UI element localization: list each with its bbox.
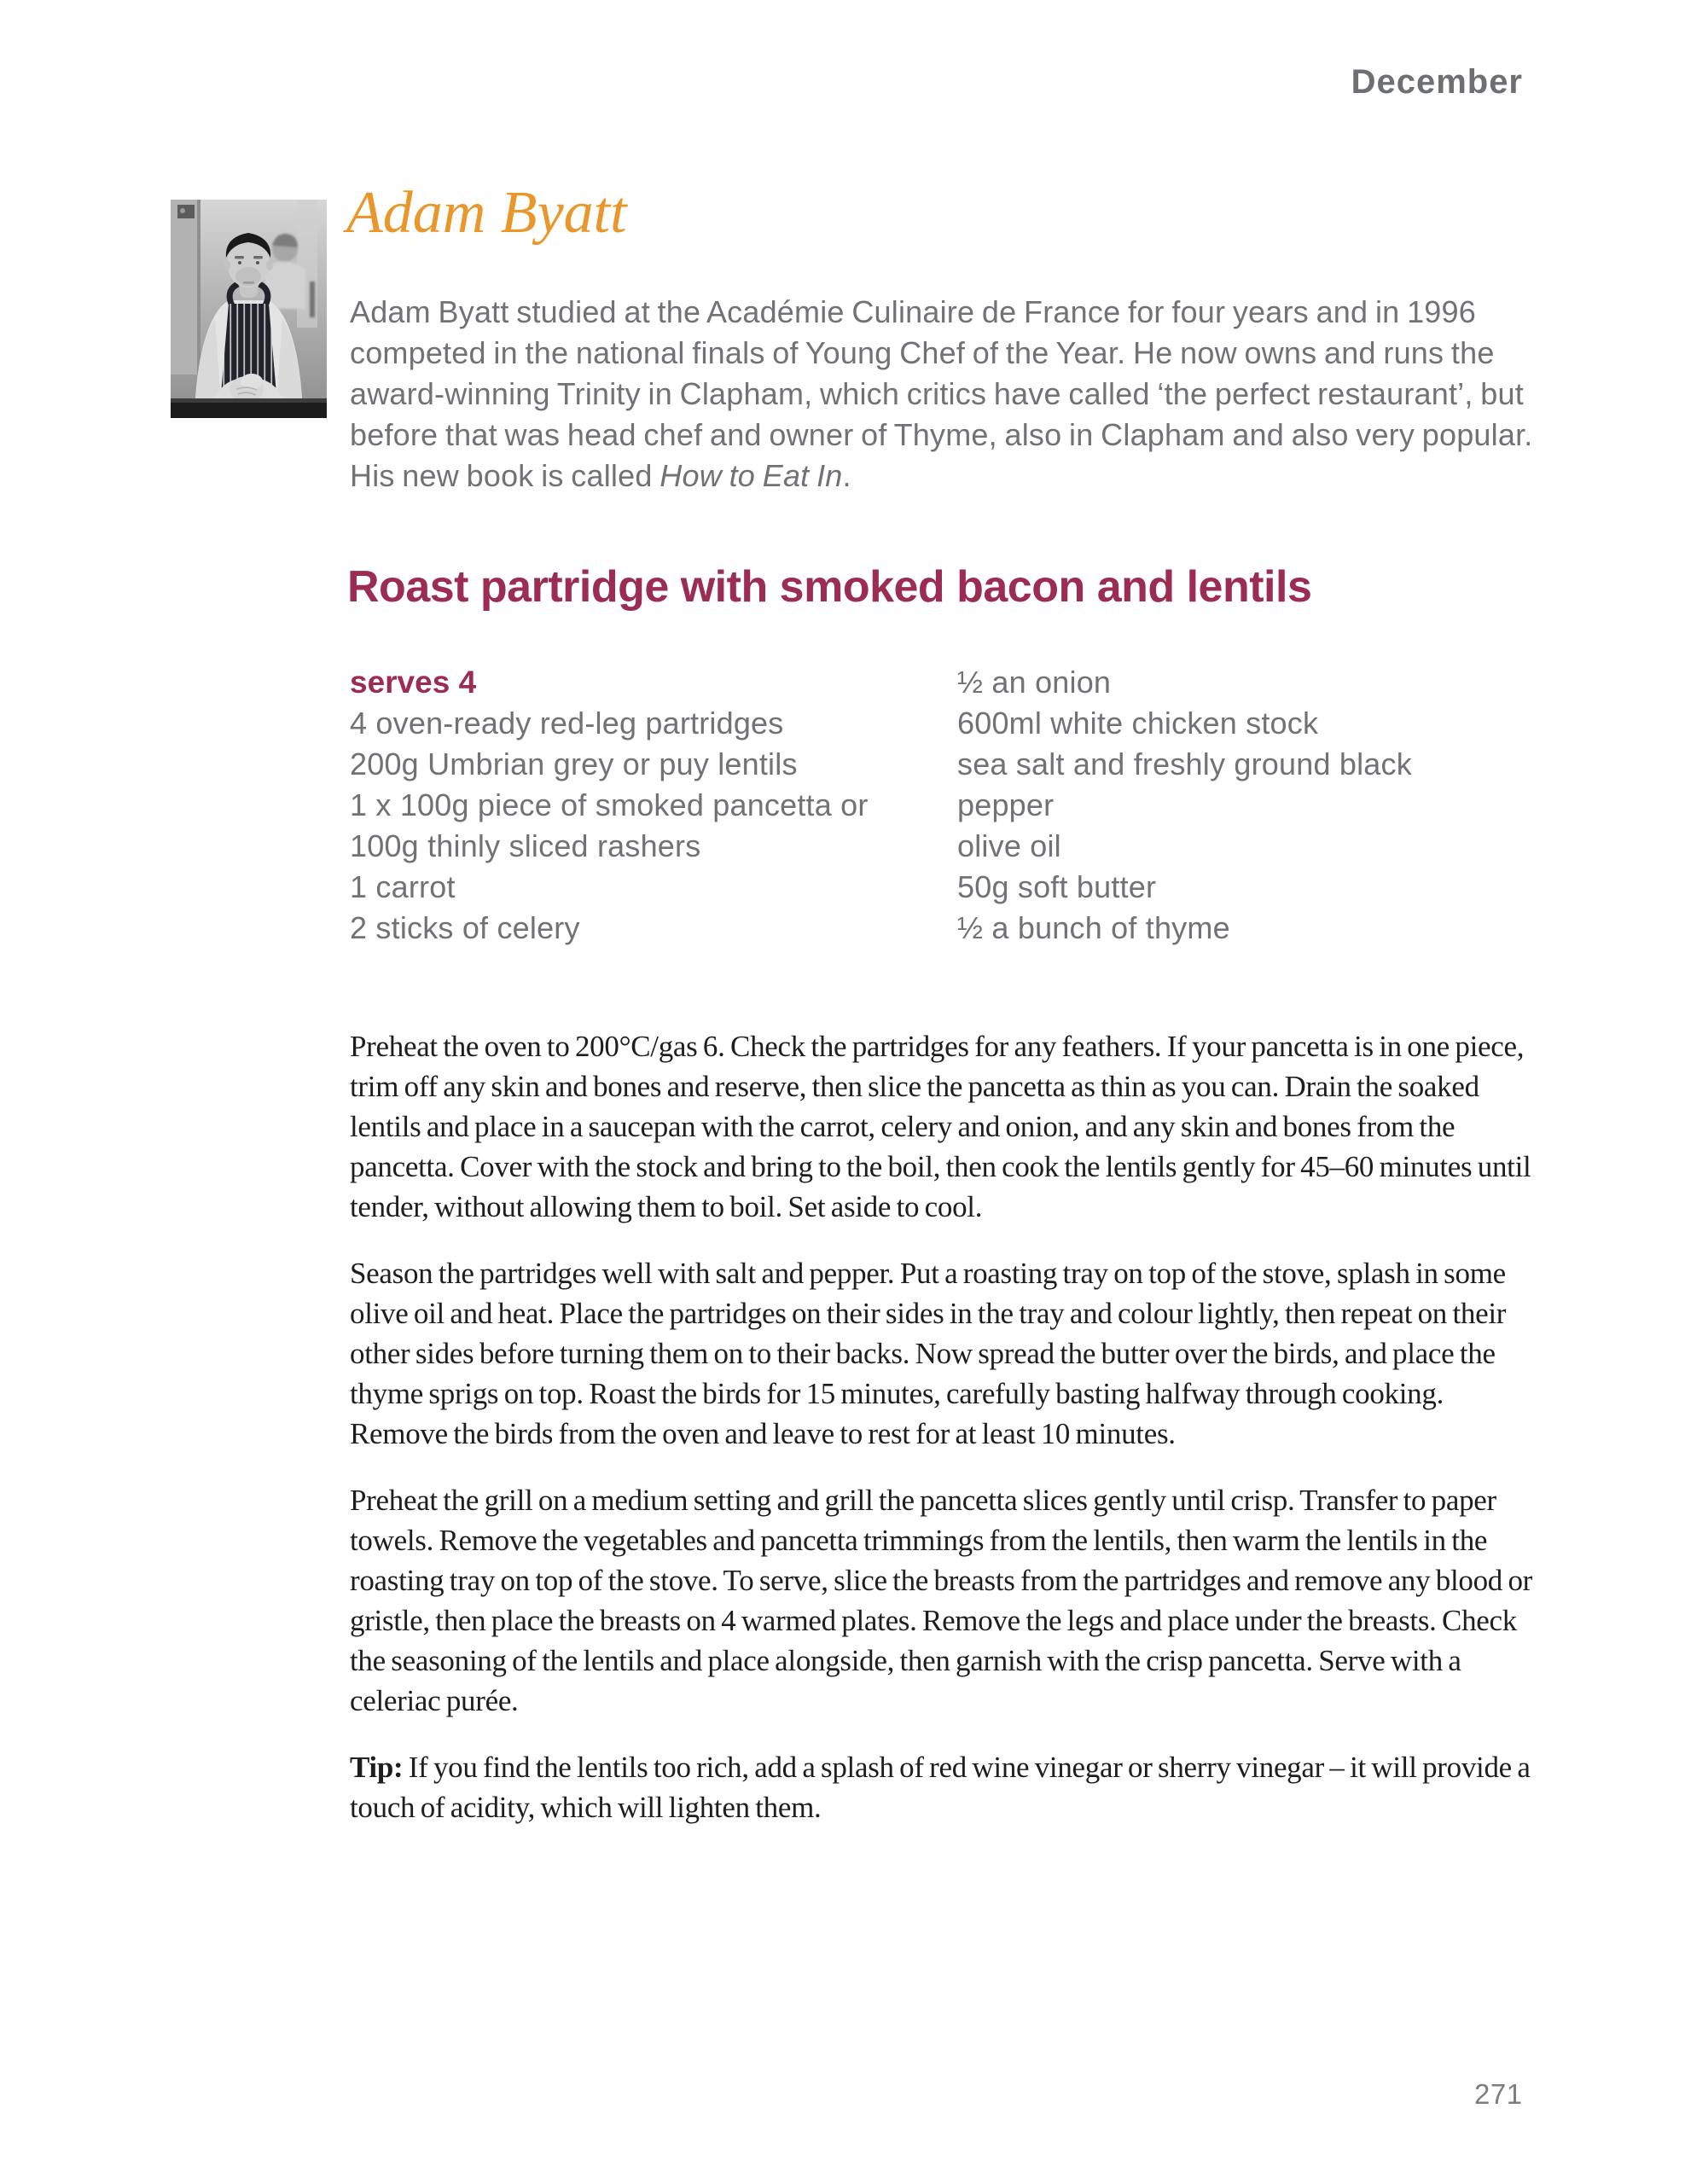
ingredients-section	[350, 662, 1536, 949]
ingredient-line: 1 carrot	[350, 869, 456, 904]
ingredient-line: ½ a bunch of thyme	[957, 910, 1230, 945]
ingredient-line: olive oil	[957, 828, 1061, 863]
wall-fixture	[177, 205, 195, 218]
ingredient-line: pepper	[957, 787, 1055, 822]
ingredient-line: 50g soft butter	[957, 869, 1157, 904]
kitchen-equipment	[171, 200, 200, 375]
ingredients-column-1	[350, 662, 957, 949]
chef-bio	[350, 292, 1537, 497]
eye	[256, 261, 259, 264]
mouth	[243, 282, 254, 284]
eye	[238, 261, 241, 264]
ingredient-line: 2 sticks of celery	[350, 910, 580, 945]
tip-paragraph	[350, 1747, 1544, 1827]
chef-bio-text: Adam Byatt studied at the Académie Culinaire de France for four years and in 1996 competed in the national finals of Young Chef of the Year. He now owns and runs the award-winning Trinity in Clapham, which critics have called ‘the perfect restaurant’, but before that was head chef and owner of Thyme, also in Clapham and also very popular. His new book is called	[350, 294, 1533, 493]
chef-bio-period: .	[842, 458, 851, 493]
ingredient-line: 600ml white chicken stock	[957, 706, 1319, 741]
chef-name-heading: Adam Byatt	[346, 180, 627, 246]
page-number: 271	[1474, 2078, 1523, 2110]
ingredients-column-2	[957, 662, 1536, 949]
book-title: How to Eat In	[659, 458, 843, 493]
chef-photo	[171, 200, 327, 418]
counter-edge	[171, 398, 327, 403]
tip-label: Tip:	[350, 1751, 404, 1784]
method-paragraph: Preheat the oven to 200°C/gas 6. Check the partridges for any feathers. If your pancetta is in one piece, trim off any skin and bones and reserve, then slice the pancetta as thin as you can. Drain the soaked lentils and place in a saucepan with the carrot, celery and onion, and any skin and bones from the pancetta. Cover with the stock and bring to the boil, then cook the lentils gently for 45–60 minutes until tender, without allowing them to boil. Set aside to cool.	[350, 1030, 1531, 1223]
ingredient-line: sea salt and freshly ground black	[957, 746, 1412, 781]
ingredient-line: 4 oven-ready red-leg partridges	[350, 706, 784, 741]
ingredient-line: 100g thinly sliced rashers	[350, 828, 701, 863]
month-header: December	[1351, 63, 1523, 101]
counter	[171, 403, 327, 418]
eyebrow	[235, 256, 244, 258]
method-section	[350, 1026, 1544, 1854]
method-paragraph: Preheat the grill on a medium setting and grill the pancetta slices gently until crisp. Transfer to paper towels. Remove the vegetables and pancetta trimmings from the lentils, then warm the lentils in the roasting tray on top of the stove. To serve, slice the breasts from the partridges and remove any blood or gristle, then place the breasts on 4 warmed plates. Remove the legs and place under the breasts. Check the seasoning of the lentils and place alongside, then garnish with the crisp pancetta. Serve with a celeriac purée.	[350, 1484, 1533, 1717]
method-paragraph: Season the partridges well with salt and pepper. Put a roasting tray on top of the stove, splash in some olive oil and heat. Place the partridges on their sides in the tray and colour lightly, then repeat on their other sides before turning them on to their backs. Now spread the butter over the birds, and place the thyme sprigs on top. Roast the birds for 15 minutes, carefully basting halfway through cooking. Remove the birds from the oven and leave to rest for at least 10 minutes.	[350, 1257, 1507, 1450]
ingredient-line: 200g Umbrian grey or puy lentils	[350, 746, 798, 781]
serves-label: serves 4	[350, 665, 477, 700]
ingredient-line: 1 x 100g piece of smoked pancetta or	[350, 787, 869, 822]
ingredient-line: ½ an onion	[957, 665, 1112, 700]
tip-text: If you find the lentils too rich, add a splash of red wine vinegar or sherry vinegar – it will provide a touch of acidity, which will lighten them.	[350, 1751, 1531, 1824]
eyebrow	[253, 256, 263, 258]
recipe-title: Roast partridge with smoked bacon and lentils	[347, 562, 1312, 612]
